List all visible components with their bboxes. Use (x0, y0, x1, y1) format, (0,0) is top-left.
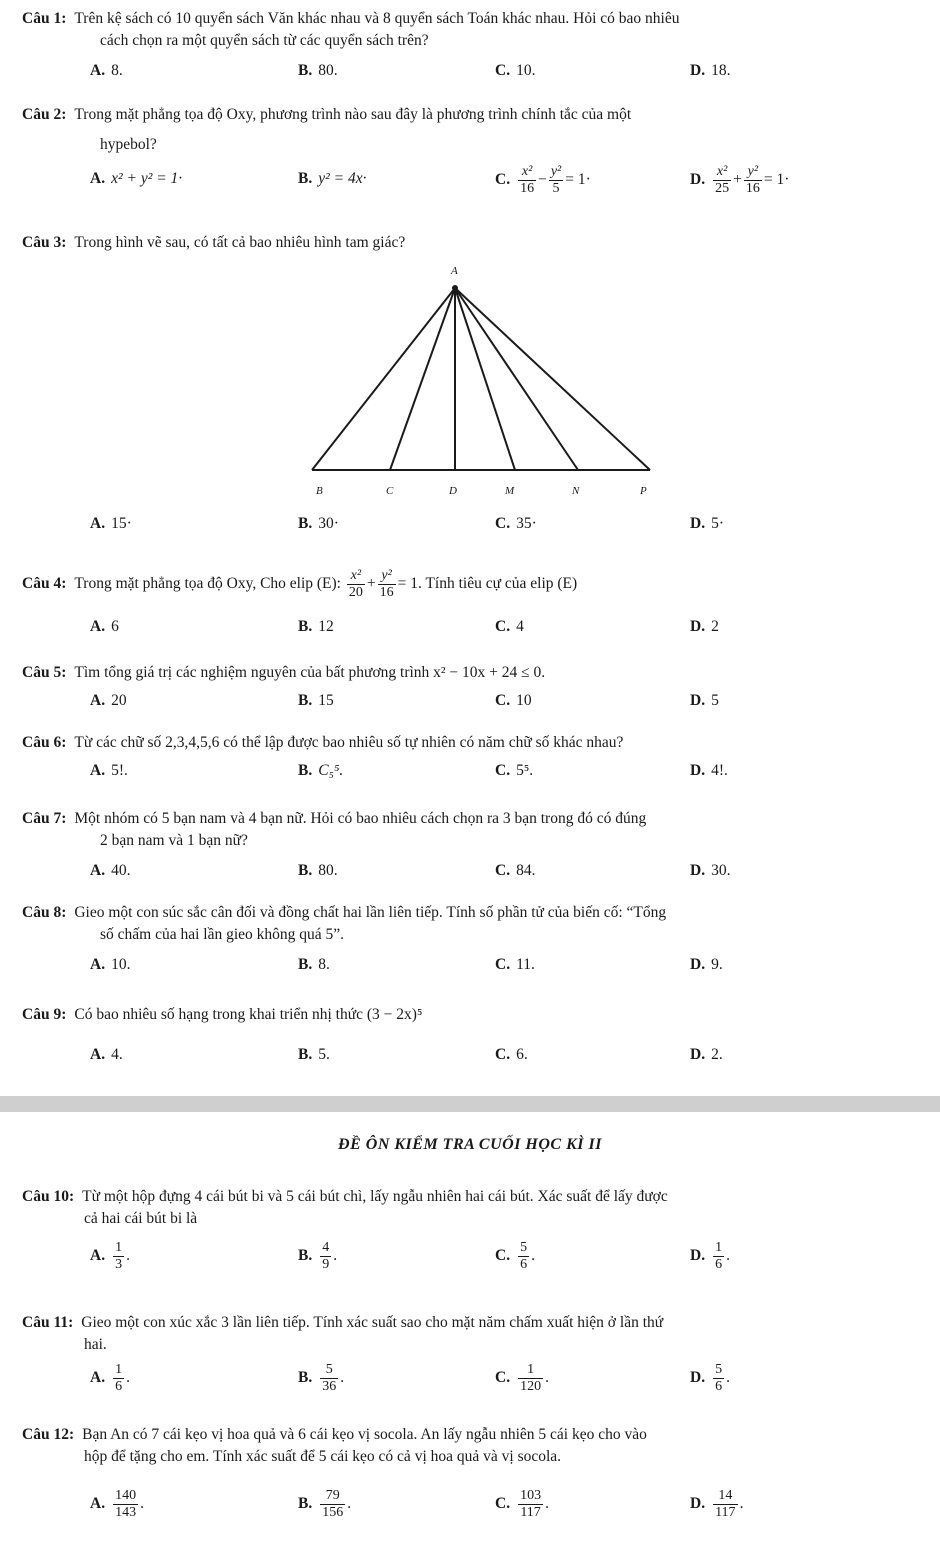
options-q2 (90, 164, 910, 200)
triangle-figure (300, 258, 670, 504)
option-d[interactable]: D. $\frac{1}{6}$ . (690, 1240, 730, 1272)
question-text-tail: = 1. Tính tiêu cự của elip (E) (397, 575, 578, 593)
question-text-cont: hai. (84, 1336, 107, 1353)
question-label: Câu 8: (22, 904, 67, 921)
question-text: Gieo một con xúc xắc 3 lần liên tiếp. Tính xác suất sao cho mặt năm chấm xuất hiện ở lần thứ (81, 1314, 664, 1331)
question-2 (22, 104, 912, 156)
fraction: $\frac{\text{x²}}{25}$ (715, 164, 730, 196)
option-b[interactable]: B. y² = 4x· (298, 170, 367, 187)
option-b[interactable]: B. 30· (298, 515, 339, 532)
option-c[interactable]: C. $\frac{103}{117}$ . (495, 1488, 549, 1520)
question-1 (22, 8, 912, 52)
option-a[interactable]: A. x² + y² = 1· (90, 170, 183, 187)
option-d[interactable]: D. $\frac{5}{6}$ . (690, 1362, 730, 1394)
option-c[interactable]: C. $\frac{5}{6}$ . (495, 1240, 535, 1272)
option-d[interactable]: D. 5· (690, 515, 724, 532)
option-c[interactable]: C. 10. (495, 62, 536, 79)
option-d[interactable]: D. 5 (690, 692, 719, 709)
segment-an (455, 288, 578, 470)
option-d[interactable]: D. $\frac{14}{117}$ . (690, 1488, 744, 1520)
fraction: $\frac{\text{x²}}{20}$ (348, 568, 363, 600)
option-a[interactable]: A. $\frac{140}{143}$ . (90, 1488, 144, 1520)
question-label: Câu 9: (22, 1006, 67, 1023)
option-c[interactable]: C. 6. (495, 1046, 528, 1063)
question-label: Câu 5: (22, 664, 67, 681)
option-a[interactable]: A. $\frac{1}{6}$ . (90, 1362, 130, 1394)
section-title: ĐỀ ÔN KIỂM TRA CUỐI HỌC KÌ II (338, 1136, 602, 1153)
options-q5 (90, 692, 910, 718)
option-b[interactable]: B. 12 (298, 618, 334, 635)
option-c[interactable]: C. 5⁵. (495, 762, 534, 779)
question-10 (22, 1186, 912, 1230)
question-label: Câu 7: (22, 810, 67, 827)
question-text-cont: 2 bạn nam và 1 bạn nữ? (100, 832, 248, 849)
option-c[interactable]: C. 4 (495, 618, 524, 635)
option-a[interactable]: A. $\frac{1}{3}$ . (90, 1240, 130, 1272)
label-a: A (451, 265, 458, 277)
options-q8 (90, 956, 910, 982)
option-a[interactable]: A. 6 (90, 618, 119, 635)
question-text: Một nhóm có 5 bạn nam và 4 bạn nữ. Hỏi có bao nhiêu cách chọn ra 3 bạn trong đó có đúng (74, 810, 647, 827)
question-11 (22, 1312, 912, 1356)
option-a[interactable]: A. 5!. (90, 762, 128, 779)
options-q7 (90, 862, 910, 888)
option-b[interactable]: B. $\frac{79}{156}$ . (298, 1488, 352, 1520)
option-b[interactable]: B. $\frac{5}{36}$ . (298, 1362, 345, 1394)
question-text: Từ một hộp đựng 4 cái bút bi và 5 cái bút chì, lấy ngẫu nhiên hai cái bút. Xác suất để lấy được (82, 1188, 668, 1205)
question-text: Trong mặt phẳng tọa độ Oxy, Cho elip (E): (74, 575, 341, 593)
option-c[interactable]: C. 84. (495, 862, 536, 879)
question-label: Câu 2: (22, 106, 67, 123)
question-text-cont: hypebol? (100, 136, 157, 153)
question-label: Câu 4: (22, 575, 67, 593)
question-9 (22, 1004, 912, 1026)
question-text: Trên kệ sách có 10 quyển sách Văn khác nhau và 8 quyển sách Toán khác nhau. Hỏi có bao nhiêu (74, 10, 680, 27)
option-d[interactable]: D. $\frac{\text{x²}}{25}$ + $\frac{\text{y²}}{16}$ = 1· (690, 164, 790, 196)
question-8 (22, 902, 912, 946)
options-q3 (90, 515, 910, 541)
question-text: Gieo một con súc sắc cân đối và đồng chất hai lần liên tiếp. Tính số phần tử của biến cố: “Tổng (74, 904, 667, 921)
option-c[interactable]: C. 10 (495, 692, 532, 709)
option-a[interactable]: A. 20 (90, 692, 127, 709)
options-q12 (90, 1488, 910, 1528)
question-text: Từ các chữ số 2,3,4,5,6 có thể lập được bao nhiêu số tự nhiên có năm chữ số khác nhau? (74, 734, 624, 751)
question-label: Câu 12: (22, 1426, 75, 1443)
question-text: Trong mặt phẳng tọa độ Oxy, phương trình nào sau đây là phương trình chính tắc của một (74, 106, 632, 123)
section-divider (0, 1096, 940, 1112)
question-text: Có bao nhiêu số hạng trong khai triển nhị thức (3 − 2x)⁵ (74, 1006, 423, 1023)
label-c: C (386, 485, 394, 497)
fraction: $\frac{\text{y²}}{16}$ (745, 164, 760, 196)
question-text: Tìm tổng giá trị các nghiệm nguyên của bất phương trình x² − 10x + 24 ≤ 0. (74, 664, 546, 681)
question-text: Trong hình vẽ sau, có tất cả bao nhiêu hình tam giác? (74, 234, 406, 251)
option-d[interactable]: D. 2 (690, 618, 719, 635)
options-q9 (90, 1046, 910, 1072)
label-n: N (572, 485, 580, 497)
option-b[interactable]: B. 15 (298, 692, 334, 709)
option-d[interactable]: D. 9. (690, 956, 723, 973)
options-q1 (90, 62, 910, 88)
segment-ac (390, 288, 455, 470)
question-label: Câu 1: (22, 10, 67, 27)
question-5 (22, 662, 912, 684)
question-label: Câu 3: (22, 234, 67, 251)
option-d[interactable]: D. 2. (690, 1046, 723, 1063)
fraction: $\frac{\text{x²}}{16}$ (520, 164, 535, 196)
option-c[interactable]: C. $\frac{\text{x²}}{16}$ − $\frac{\text{y²}}{5}$ = 1· (495, 164, 591, 196)
question-7 (22, 808, 912, 852)
option-d[interactable]: D. 18. (690, 62, 731, 79)
option-d[interactable]: D. 30. (690, 862, 731, 879)
question-3 (22, 232, 912, 254)
option-b[interactable]: B. 5. (298, 1046, 330, 1063)
fraction: $\frac{\text{y²}}{16}$ (379, 568, 394, 600)
option-d[interactable]: D. 4!. (690, 762, 728, 779)
option-a[interactable]: A. 15· (90, 515, 132, 532)
option-a[interactable]: A. 40. (90, 862, 131, 879)
option-a[interactable]: A. 10. (90, 956, 131, 973)
question-text-cont: số chấm của hai lần gieo không quá 5”. (100, 926, 345, 943)
label-p: P (640, 485, 647, 497)
label-m: M (505, 485, 515, 497)
question-label: Câu 11: (22, 1314, 74, 1331)
question-text: Bạn An có 7 cái kẹo vị hoa quả và 6 cái kẹo vị socola. An lấy ngẫu nhiên 5 cái kẹo cho vào (82, 1426, 647, 1443)
question-label: Câu 6: (22, 734, 67, 751)
question-4: Câu 4: Trong mặt phẳng tọa độ Oxy, Cho elip (E): $\frac{\text{x²}}{20}$ + $\frac{\text{y²}}{16}$ = 1. Tính tiêu cự của elip (E) (22, 568, 578, 600)
option-b[interactable]: B. 80. (298, 862, 338, 879)
point-a (452, 285, 458, 291)
option-b[interactable]: B. 80. (298, 62, 338, 79)
option-a[interactable]: A. 8. (90, 62, 123, 79)
option-b[interactable]: B. C₅⁵. (298, 762, 344, 779)
question-label: Câu 10: (22, 1188, 75, 1205)
option-b[interactable]: B. 8. (298, 956, 330, 973)
option-b[interactable]: B. $\frac{4}{9}$ . (298, 1240, 338, 1272)
segment-ab (312, 288, 455, 470)
option-c[interactable]: C. $\frac{1}{120}$ . (495, 1362, 549, 1394)
question-6 (22, 732, 912, 754)
fraction: $\frac{\text{y²}}{5}$ (550, 164, 562, 196)
options-q10 (90, 1240, 910, 1280)
question-text-cont: hộp để tặng cho em. Tính xác suất để 5 cái kẹo có cả vị hoa quả và vị socola. (84, 1448, 562, 1465)
question-text-cont: cách chọn ra một quyển sách từ các quyển sách trên? (100, 32, 429, 49)
option-c[interactable]: C. 35· (495, 515, 537, 532)
question-12 (22, 1424, 912, 1468)
options-q11 (90, 1362, 910, 1402)
question-text-cont: cả hai cái bút bi là (84, 1210, 198, 1227)
option-c[interactable]: C. 11. (495, 956, 535, 973)
option-a[interactable]: A. 4. (90, 1046, 123, 1063)
options-q4 (90, 618, 910, 644)
options-q6 (90, 762, 910, 788)
label-b: B (316, 485, 323, 497)
label-d: D (449, 485, 457, 497)
